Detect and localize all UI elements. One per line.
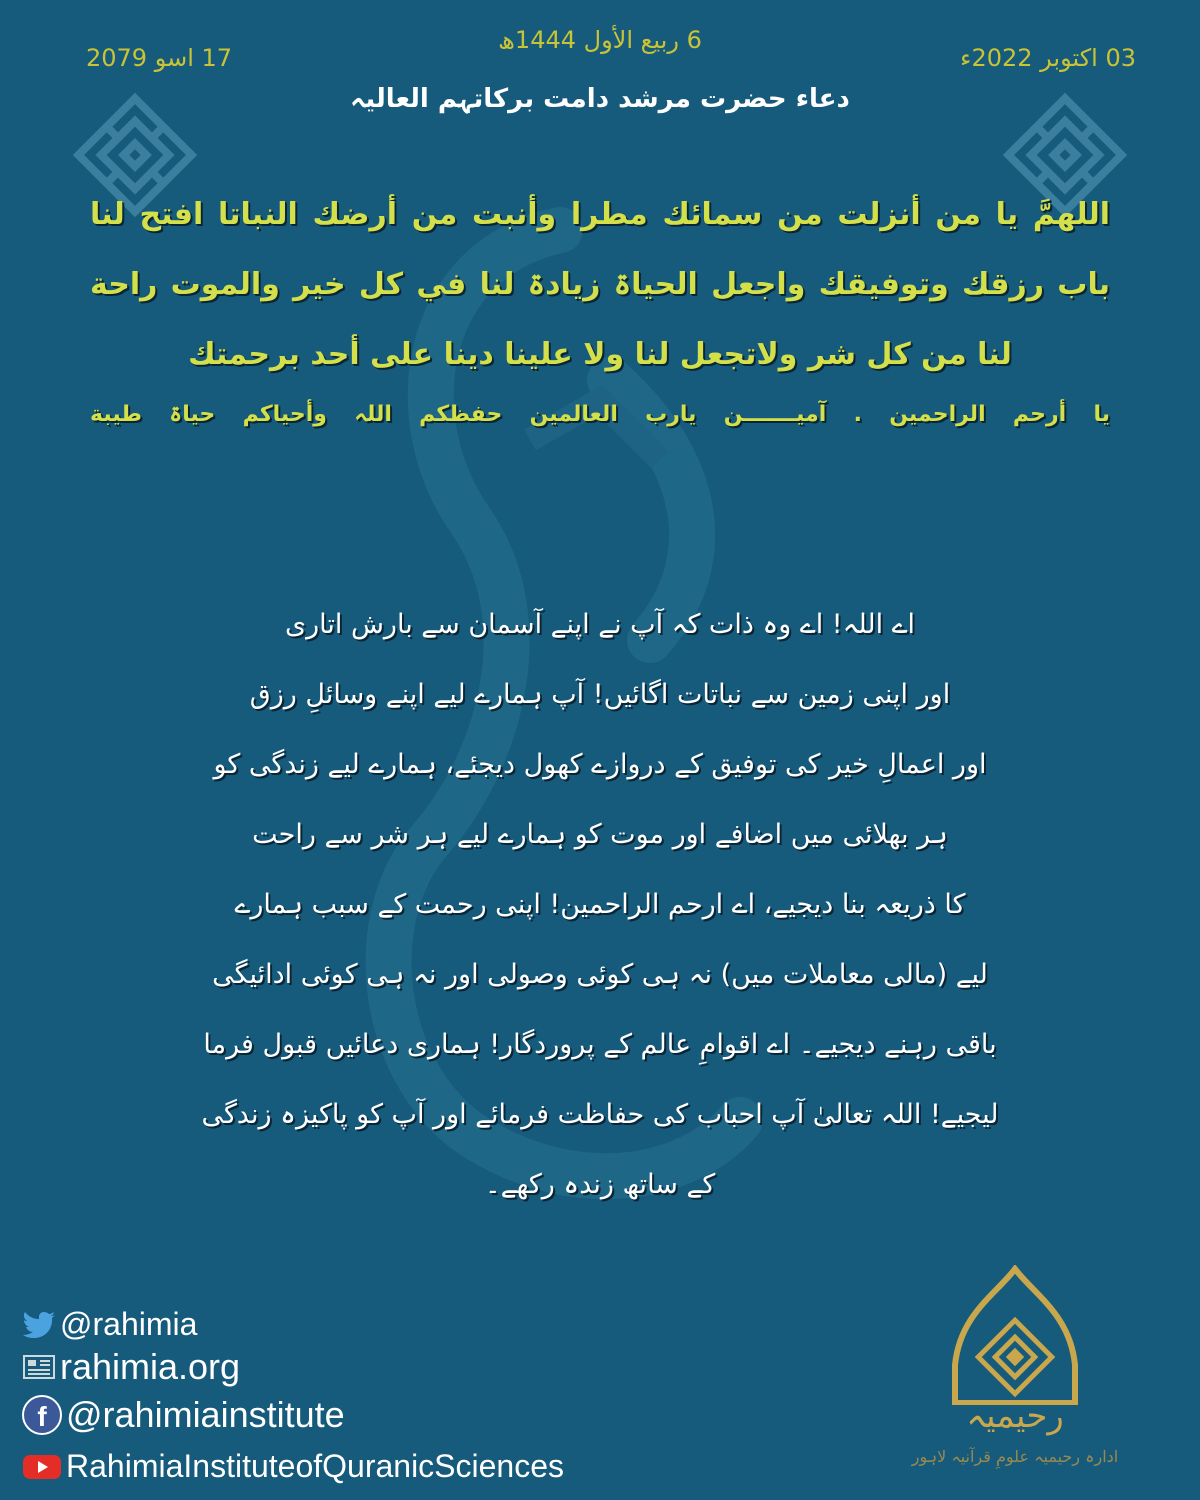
arabic-dua xyxy=(90,180,1110,440)
twitter-link[interactable] xyxy=(22,1306,197,1343)
logo-subtitle: ادارہ رحیمیہ علومِ قرآنیہ لاہور xyxy=(911,1447,1119,1466)
arabic-line: اللھمَّ یا من أنزلت من سمائك مطرا وأنبت من أرضك النباتا افتح لنا xyxy=(90,197,1110,232)
youtube-channel: RahimiaInstituteofQuranicSciences xyxy=(66,1448,565,1484)
logo-name: رحیمیہ xyxy=(966,1396,1064,1436)
svg-text:f: f xyxy=(37,1401,47,1432)
gregorian-date: 03 اکتوبر 2022ء xyxy=(960,44,1136,72)
dome-emblem xyxy=(900,1265,1130,1405)
twitter-handle: @rahimia xyxy=(60,1306,198,1342)
urdu-line: اور اپنی زمین سے نباتات اگائیں! آپ ہمارے لیے اپنے وسائلِ رزق xyxy=(249,679,951,710)
urdu-line: باقی رہنے دیجیے۔ اے اقوامِ عالم کے پروردگار! ہماری دعائیں قبول فرما xyxy=(203,1029,997,1060)
urdu-line: کے ساتھ زندہ رکھے۔ xyxy=(484,1169,716,1200)
facebook-link[interactable] xyxy=(22,1394,345,1436)
arabic-line: باب رزقك وتوفیقك واجعل الحیاۃ زیادۃ لنا في كل خیر والموت راحة xyxy=(90,267,1110,302)
website-link[interactable] xyxy=(22,1346,240,1388)
twitter-icon xyxy=(22,1311,56,1339)
facebook-handle: @rahimiainstitute xyxy=(66,1394,345,1435)
urdu-line: اور اعمالِ خیر کی توفیق کے دروازے کھول دیجئے، ہمارے لیے زندگی کو xyxy=(213,749,987,780)
urdu-line: اے اللہ! اے وہ ذات کہ آپ نے اپنے آسمان سے بارش اتاری xyxy=(284,609,916,640)
urdu-line: کا ذریعہ بنا دیجیے، اے ارحم الراحمین! اپنی رحمت کے سبب ہمارے xyxy=(234,889,966,920)
urdu-line: لیے (مالی معاملات میں) نہ ہی کوئی وصولی اور نہ ہی کوئی ادائیگی xyxy=(212,959,988,990)
institute-logo xyxy=(900,1265,1130,1485)
facebook-icon xyxy=(22,1395,62,1435)
urdu-line: ہر بھلائی میں اضافے اور موت کو ہمارے لیے ہر شر سے راحت xyxy=(252,819,948,850)
arabic-line: لنا من كل شر ولاتجعل لنا ولا علینا دینا علی أحد برحمتك xyxy=(188,337,1012,372)
page-title: دعاء حضرت مرشد دامت برکاتہم العالیہ xyxy=(350,84,850,114)
website-icon xyxy=(22,1353,56,1381)
website-url: rahimia.org xyxy=(60,1346,241,1387)
hijri-date: 6 ربیع الأول 1444ھ xyxy=(498,26,702,54)
arabic-line: یا أرحم الراحمین . آمیـــــــن یارب العالمین حفظکم اللہ وأحیاکم حیاۃ طیبة xyxy=(90,402,1110,427)
youtube-link[interactable] xyxy=(22,1448,564,1485)
bikrami-date: 17 اسو 2079 xyxy=(86,44,233,72)
urdu-translation xyxy=(180,590,1020,1220)
urdu-line: لیجیے! اللہ تعالیٰ آپ احباب کی حفاظت فرمائے اور آپ کو پاکیزہ زندگی xyxy=(201,1099,999,1130)
youtube-icon xyxy=(22,1452,62,1482)
